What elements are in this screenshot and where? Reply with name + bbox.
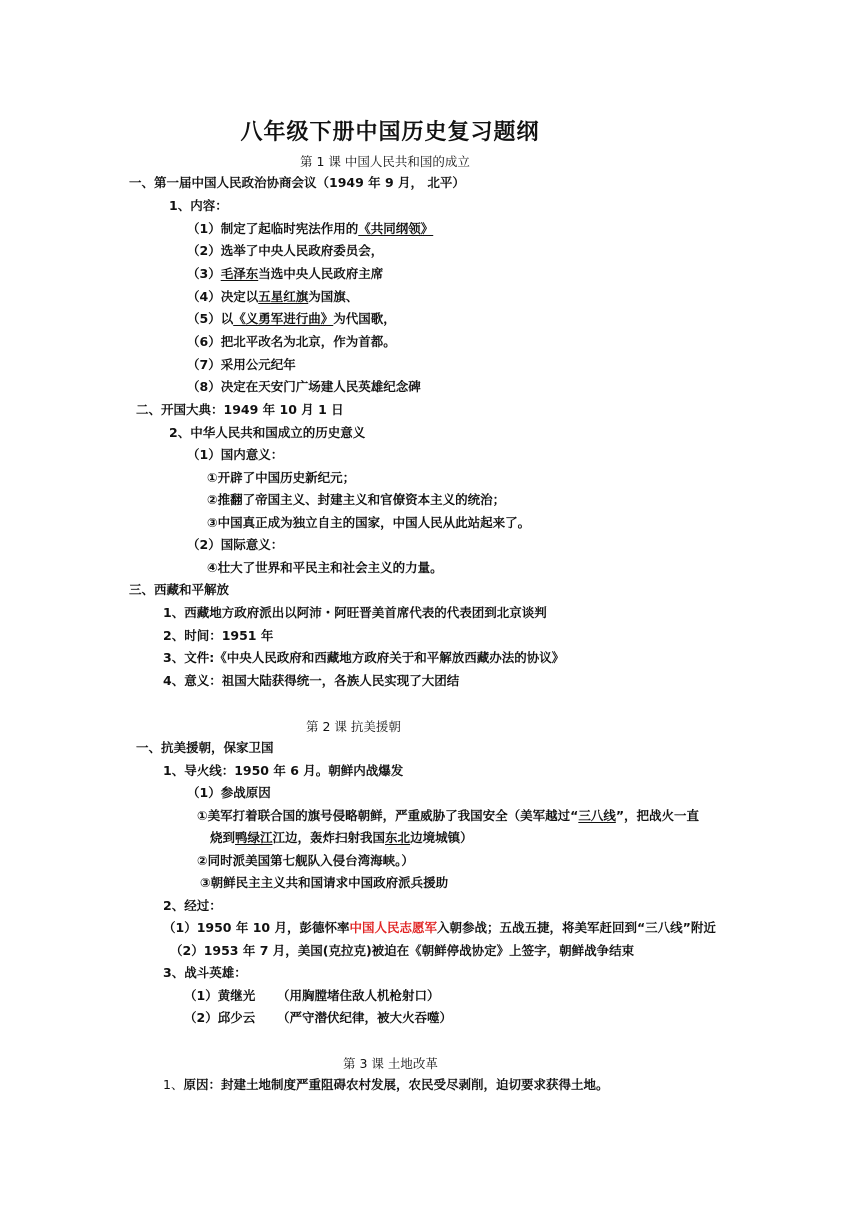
process-label: 2、经过： (163, 898, 222, 913)
content-label: 1、内容： (169, 198, 228, 213)
item-5: （5）以《义勇军进行曲》为代国歌， (187, 311, 396, 326)
38th-parallel-term: 三八线 (578, 808, 616, 823)
reason-2: ②同时派美国第七舰队入侵台湾海峡。） (197, 853, 414, 868)
tibet-2: 2、时间：1951 年 (163, 628, 274, 643)
item-3: （3）毛泽东当选中央人民政府主席 (187, 266, 384, 281)
section-3-tibet: 三、西藏和平解放 (129, 582, 230, 597)
tibet-1: 1、西藏地方政府派出以阿沛・阿旺晋美首席代表的代表团到北京谈判 (163, 605, 547, 620)
item-1: （1）制定了起临时宪法作用的《共同纲领》 (187, 221, 434, 236)
mao-term: 毛泽东 (220, 266, 259, 281)
lesson-2-heading: 第 2 课 抗美援朝 (306, 719, 401, 734)
item-8: （8）决定在天安门广场建人民英雄纪念碑 (187, 379, 421, 394)
section-1-cppcc: 一、第一届中国人民政治协商会议（1949 年 9 月， 北平） (129, 175, 465, 190)
fuse-line: 1、导火线：1950 年 6 月。朝鲜内战爆发 (163, 763, 404, 778)
reason-label: （1）参战原因 (187, 785, 271, 800)
reason-1-line-1: ①美军打着联合国的旗号侵略朝鲜，严重威胁了我国安全（美军越过“三八线”，把战火一直 (197, 808, 700, 823)
item-6: （6）把北平改名为北京，作为首都。 (187, 334, 396, 349)
yalu-river-term: 鸭绿江 (235, 830, 273, 845)
northeast-term: 东北 (385, 830, 411, 845)
hero-1-name: （1）黄继光 (184, 988, 256, 1003)
document-title: 八年级下册中国历史复习题纲 (240, 120, 540, 145)
domestic-1: ①开辟了中国历史新纪元； (207, 470, 356, 485)
hero-2-name: （2）邱少云 (184, 1010, 256, 1025)
hero-1-desc: （用胸膛堵住敌人机枪射口） (277, 988, 440, 1003)
item-7: （7）采用公元纪年 (187, 357, 296, 372)
volunteer-army-term: 中国人民志愿军 (349, 920, 437, 935)
tibet-3: 3、文件:《中央人民政府和西藏地方政府关于和平解放西藏办法的协议》 (163, 650, 565, 665)
tibet-4: 4、意义：祖国大陆获得统一，各族人民实现了大团结 (163, 673, 460, 688)
anthem-term: 《义勇军进行曲》 (233, 311, 334, 326)
flag-term: 五星红旗 (258, 289, 309, 304)
item-4: （4）决定以五星红旗为国旗、 (187, 289, 359, 304)
domestic-label: （1）国内意义： (187, 447, 284, 462)
significance-heading: 2、中华人民共和国成立的历史意义 (169, 425, 366, 440)
heroes-label: 3、战斗英雄： (163, 965, 247, 980)
process-1: （1）1950 年 10 月，彭德怀率中国人民志愿军入朝参战；五战五捷，将美军赶回到“三八线”附近 (163, 920, 716, 935)
domestic-2: ②推翻了帝国主义、封建主义和官僚资本主义的统治； (207, 492, 506, 507)
international-4: ④壮大了世界和平民主和社会主义的力量。 (207, 560, 443, 575)
item-2: （2）选举了中央人民政府委员会， (187, 243, 384, 258)
domestic-3: ③中国真正成为独立自主的国家，中国人民从此站起来了。 (207, 515, 531, 530)
hero-2-desc: （严守潜伏纪律，被大火吞噬） (277, 1010, 453, 1025)
reason-3: ③朝鲜民主主义共和国请求中国政府派兵援助 (200, 875, 449, 890)
common-program-term: 《共同纲领》 (358, 221, 434, 236)
section-2-ceremony: 二、开国大典：1949 年 10 月 1 日 (136, 402, 344, 417)
reason-1-line-2: 烧到鸭绿江江边，轰炸扫射我国东北边境城镇） (210, 830, 473, 845)
international-label: （2）国际意义： (187, 537, 284, 552)
lesson-3-heading: 第 3 课 土地改革 (343, 1056, 438, 1071)
section-korea: 一、抗美援朝，保家卫国 (136, 740, 274, 755)
lesson-1-heading: 第 1 课 中国人民共和国的成立 (300, 154, 470, 169)
process-2: （2）1953 年 7 月，美国(克拉克)被迫在《朝鲜停战协定》上签字，朝鲜战争结束 (170, 943, 635, 958)
cause-line: 1、原因：封建土地制度严重阻碍农村发展，农民受尽剥削，迫切要求获得土地。 (163, 1077, 609, 1092)
